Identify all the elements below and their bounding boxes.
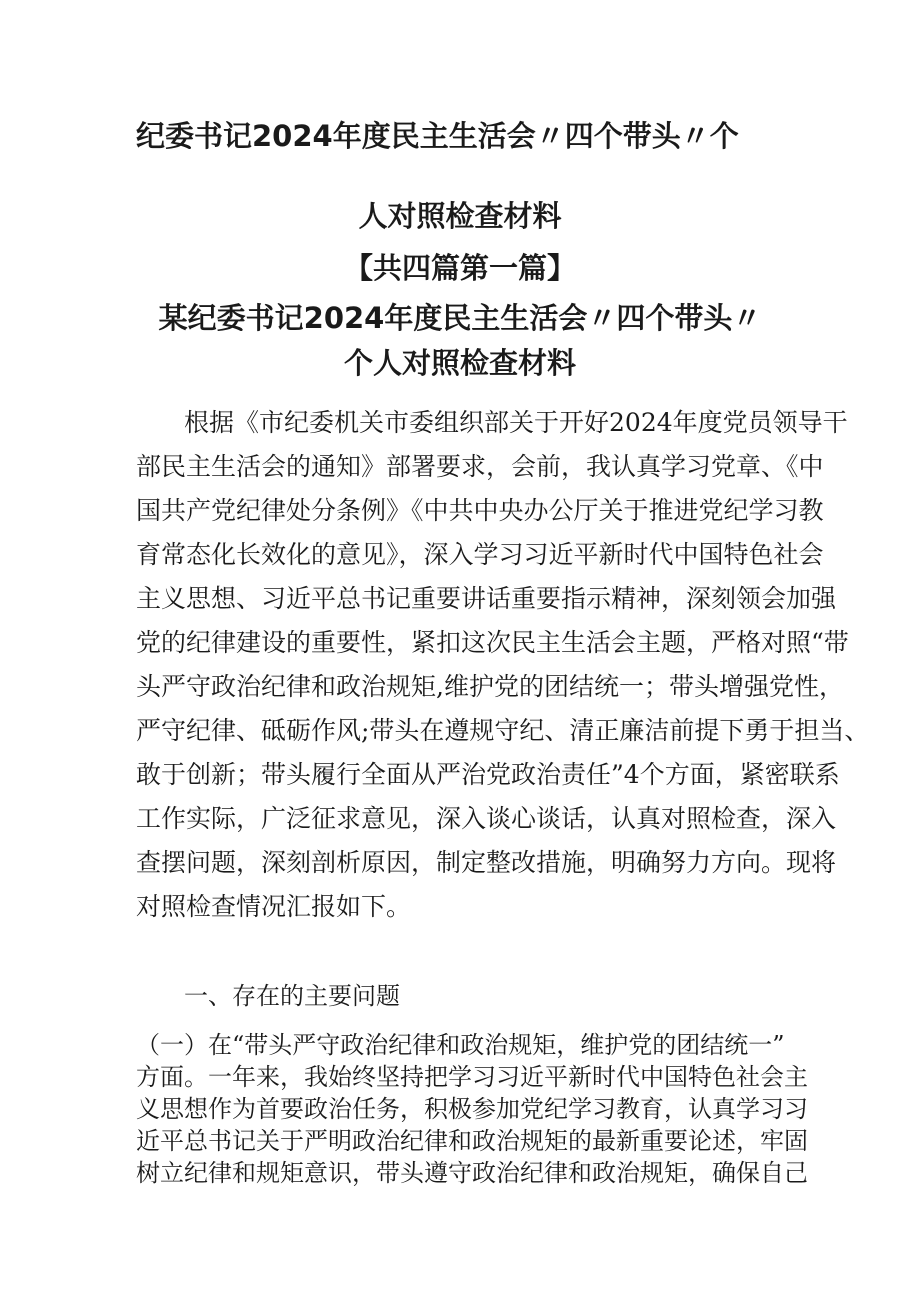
- paragraph-line: 方面。一年来，我始终坚持把学习习近平新时代中国特色社会主: [136, 1063, 808, 1091]
- paragraph-line: 严守纪律、砥砺作风;带头在遵规守纪、清正廉洁前提下勇于担当、: [136, 716, 870, 745]
- paragraph-line: 育常态化长效化的意见》，深入学习习近平新时代中国特色社会: [136, 540, 824, 569]
- paragraph-line: 查摆问题，深刻剖析原因，制定整改措施，明确努力方向。现将: [136, 848, 837, 877]
- section-paragraph: [136, 1029, 808, 1189]
- paragraph-line: 国共产党纪律处分条例》《中共中央办公厅关于推进党纪学习教: [136, 496, 824, 525]
- paragraph-line: 敢于创新；带头履行全面从严治党政治责任”4个方面，紧密联系: [136, 760, 840, 789]
- paragraph-line: 对照检查情况汇报如下。: [136, 892, 412, 921]
- title-line-2: 人对照检查材料: [358, 199, 562, 233]
- paragraph-line: 近平总书记关于严明政治纪律和政治规矩的最新重要论述，牢固: [136, 1127, 808, 1155]
- subtitle-line-1: 某纪委书记2024年度民主生活会〃四个带头〃: [158, 301, 762, 335]
- paragraph-line: 根据《市纪委机关市委组织部关于开好2024年度党员领导干: [184, 408, 848, 437]
- paragraph-line: 义思想作为首要政治任务，积极参加党纪学习教育，认真学习习: [136, 1095, 808, 1123]
- subtitle-line-2: 个人对照检查材料: [343, 346, 576, 380]
- paragraph-line: 主义思想、习近平总书记重要讲话重要指示精神，深刻领会加强: [136, 584, 837, 613]
- paragraph-line: 部民主生活会的通知》部署要求，会前，我认真学习党章、《中: [136, 452, 824, 481]
- section-heading: 一、存在的主要问题: [184, 982, 400, 1010]
- paragraph-line: 党的纪律建设的重要性，紧扣这次民主生活会主题，严格对照“带: [136, 628, 849, 657]
- title-line-1: 纪委书记2024年度民主生活会〃四个带头〃个: [136, 119, 739, 153]
- intro-paragraph: [136, 401, 870, 929]
- paragraph-line: 头严守政治纪律和政治规矩,维护党的团结统一；带头增强党性，: [136, 672, 844, 701]
- paragraph-line: （一）在“带头严守政治纪律和政治规矩，维护党的团结统一”: [136, 1031, 785, 1059]
- paragraph-line: 树立纪律和规矩意识，带头遵守政治纪律和政治规矩，确保自己: [136, 1159, 808, 1187]
- paragraph-line: 工作实际，广泛征求意见，深入谈心谈话，认真对照检查，深入: [136, 804, 837, 833]
- part-label: 【共四篇第一篇】: [343, 251, 576, 285]
